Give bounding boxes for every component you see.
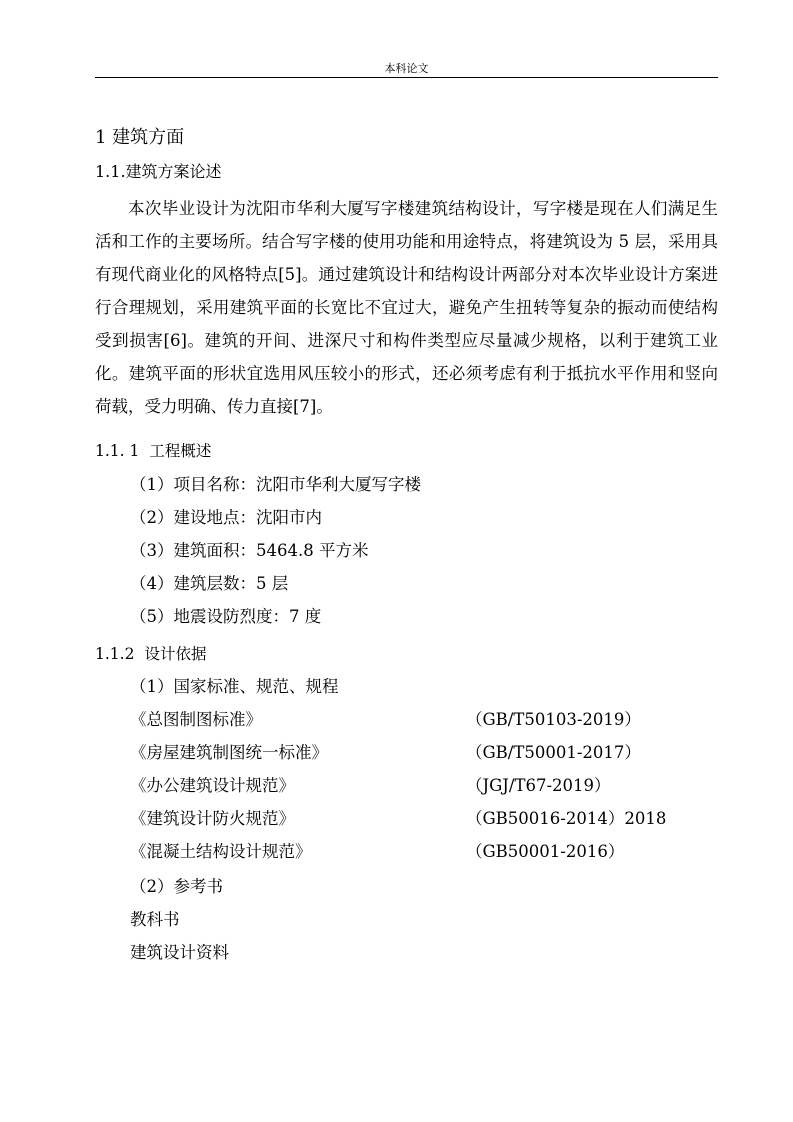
overview-heading: [95, 440, 211, 462]
standard-code: （GB50016-2014）2018: [466, 809, 667, 828]
standard-name: 《建筑设计防火规范》: [130, 809, 295, 828]
reference-item: 建筑设计资料: [130, 943, 229, 962]
standard-code: （JGJ/T67-2019）: [466, 776, 611, 795]
basis-heading: [95, 643, 206, 665]
subsection-title: 1.1.建筑方案论述: [95, 162, 222, 181]
overview-number: 1.1. 1: [95, 442, 140, 460]
overview-item: （2）建设地点：沈阳市内: [130, 508, 322, 527]
basis-title: 设计依据: [144, 645, 207, 663]
overview-item: （5）地震设防烈度：7 度: [130, 607, 322, 626]
running-header: 本科论文: [384, 62, 429, 75]
overview-item: （4）建筑层数：5 层: [130, 574, 289, 593]
overview-title: 工程概述: [149, 442, 212, 460]
basis-number: 1.1.2: [95, 645, 135, 663]
standard-name: 《房屋建筑制图统一标准》: [130, 743, 328, 762]
standard-name: 《办公建筑设计规范》: [130, 776, 295, 795]
reference-item: 教科书: [130, 910, 180, 929]
references-heading: （2）参考书: [130, 877, 223, 896]
overview-item: （1）项目名称：沈阳市华利大厦写字楼: [130, 475, 421, 494]
standard-code: （GB/T50001-2017）: [466, 743, 641, 762]
section-title: 1 建筑方面: [95, 127, 185, 148]
standard-name: 《总图制图标准》: [130, 710, 262, 729]
standards-heading: （1）国家标准、规范、规程: [130, 677, 339, 696]
overview-item: （3）建筑面积：5464.8 平方米: [130, 541, 369, 560]
standard-name: 《混凝土结构设计规范》: [130, 842, 312, 861]
body-paragraph: 本次毕业设计为沈阳市华利大厦写字楼建筑结构设计，写字楼是现在人们满足生活和工作的主要场所。结合写字楼的使用功能和用途特点，将建筑设为 5 层，采用具有现代商业化的风格特点[5]。通过建筑设计和结构设计两部分对本次毕业设计方案进行合理规划，采用建筑平面的长宽比不宜过大，避免产生扭转等复杂的振动而使结构受到损害[6]。建筑的开间、进深尺寸和构件类型应尽量减少规格，以利于建筑工业化。建筑平面的形状宜选用风压较小的形式，还必须考虑有利于抵抗水平作用和竖向荷载，受力明确、传力直接[7]。: [95, 199, 718, 416]
header-rule: [95, 77, 718, 78]
standard-code: （GB50001-2016）: [466, 842, 625, 861]
standard-code: （GB/T50103-2019）: [466, 710, 641, 729]
